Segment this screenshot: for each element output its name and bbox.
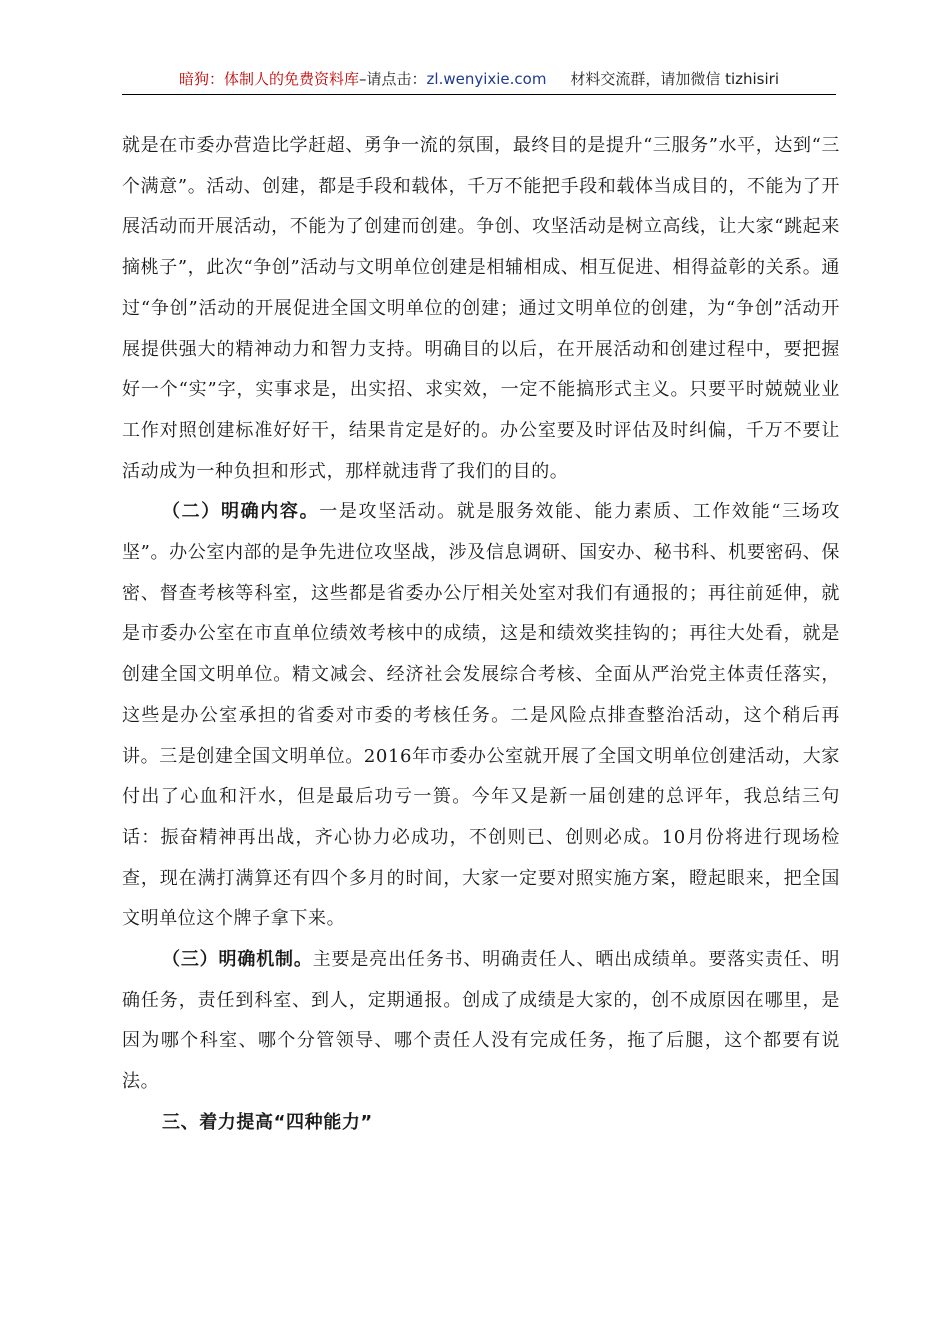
paragraph-content-text: 一是攻坚活动。就是服务效能、能力素质、工作效能“三场攻坚”。办公室内部的是争先进位攻坚战，涉及信息调研、国安办、秘书科、机要密码、保密、督查考核等科室，这些都是省委办公厅相关处室对我们有通报的；再往前延伸，就是市委办公室在市直单位绩效考核中的成绩，这是和绩效奖挂钩的；再往大处看，就是创建全国文明单位。精文减会、经济社会发展综合考核、全面从严治党主体责任落实，这些是办公室承担的省委对市委的考核任务。二是风险点排查整治活动，这个稍后再讲。三是创建全国文明单位。2016年市委办公室就开展了全国文明单位创建活动，大家付出了心血和汗水，但是最后功亏一篑。今年又是新一届创建的总评年，我总结三句话：振奋精神再出战，齐心协力必成功，不创则已、创则必成。10月份将进行现场检查，现在满打满算还有四个多月的时间，大家一定要对照实施方案，瞪起眼来，把全国文明单位这个牌子拿下来。 <box>122 501 840 930</box>
header-contact: 材料交流群，请加微信 tizhisiri <box>570 70 779 88</box>
page-header <box>122 66 836 95</box>
section-title-content: （二）明确内容。 <box>162 501 320 523</box>
paragraph-mechanism-text: 主要是亮出任务书、明确责任人、晒出成绩单。要落实责任、明确任务，责任到科室、到人，定期通报。创成了成绩是大家的，创不成原因在哪里，是因为哪个科室、哪个分管领导、哪个责任人没有完成任务，拖了后腿，这个都要有说法。 <box>122 949 840 1093</box>
section-title-mechanism: （三）明确机制。 <box>162 949 313 971</box>
paragraph-content <box>122 492 840 940</box>
document-body <box>122 126 840 1144</box>
paragraph-purpose: 就是在市委办营造比学赶超、勇争一流的氛围，最终目的是提升“三服务”水平，达到“三个满意”。活动、创建，都是手段和载体，千万不能把手段和载体当成目的，不能为了开展活动而开展活动，不能为了创建而创建。争创、攻坚活动是树立高线，让大家“跳起来摘桃子”，此次“争创”活动与文明单位创建是相辅相成、相互促进、相得益彰的关系。通过“争创”活动的开展促进全国文明单位的创建；通过文明单位的创建，为“争创”活动开展提供强大的精神动力和智力支持。明确目的以后，在开展活动和创建过程中，要把握好一个“实”字，实事求是，出实招、求实效，一定不能搞形式主义。只要平时兢兢业业工作对照创建标准好好干，结果肯定是好的。办公室要及时评估及时纠偏，千万不要让活动成为一种负担和形式，那样就违背了我们的目的。 <box>122 135 840 482</box>
section-heading-abilities: 三、着力提高“四种能力” <box>162 1111 373 1133</box>
header-brand: 暗狗：体制人的免费资料库 <box>179 70 360 88</box>
header-url-link[interactable]: zl.wenyixie.com <box>426 70 547 88</box>
header-click-prompt: –请点击： <box>359 70 427 88</box>
paragraph-mechanism <box>122 940 840 1103</box>
